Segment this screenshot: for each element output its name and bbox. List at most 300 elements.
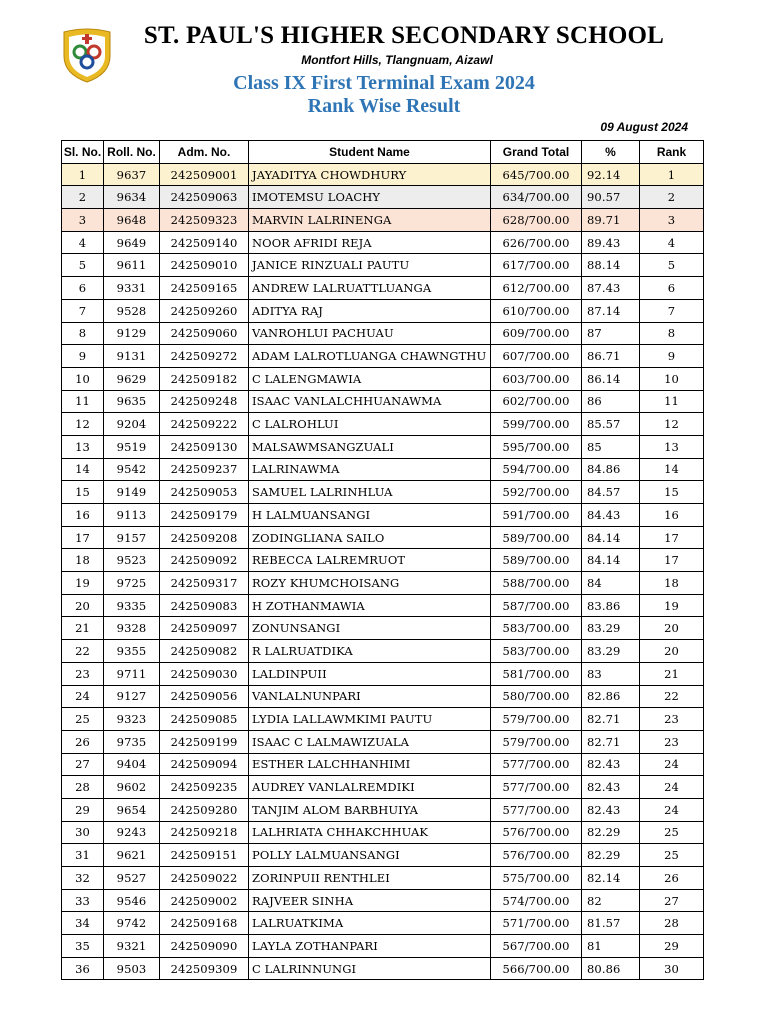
cell-roll-no: 9149 (104, 481, 160, 504)
cell-rank: 27 (640, 889, 704, 912)
cell-sl-no: 5 (62, 254, 104, 277)
cell-roll-no: 9131 (104, 345, 160, 368)
cell-roll-no: 9611 (104, 254, 160, 277)
cell-grand-total: 577/700.00 (491, 798, 582, 821)
cell-percent: 86.14 (582, 367, 640, 390)
cell-grand-total: 580/700.00 (491, 685, 582, 708)
cell-sl-no: 27 (62, 753, 104, 776)
cell-rank: 3 (640, 209, 704, 232)
cell-grand-total: 588/700.00 (491, 572, 582, 595)
cell-percent: 82.71 (582, 730, 640, 753)
cell-grand-total: 603/700.00 (491, 367, 582, 390)
cell-grand-total: 602/700.00 (491, 390, 582, 413)
cell-sl-no: 22 (62, 640, 104, 663)
cell-percent: 89.71 (582, 209, 640, 232)
cell-roll-no: 9711 (104, 662, 160, 685)
cell-sl-no: 14 (62, 458, 104, 481)
cell-rank: 6 (640, 277, 704, 300)
cell-student-name: SAMUEL LALRINHLUA (249, 481, 491, 504)
cell-sl-no: 12 (62, 413, 104, 436)
cell-student-name: C LALRINNUNGI (249, 957, 491, 980)
cell-roll-no: 9528 (104, 299, 160, 322)
school-name: ST. PAUL'S HIGHER SECONDARY SCHOOL (143, 22, 665, 49)
cell-rank: 23 (640, 708, 704, 731)
cell-rank: 10 (640, 367, 704, 390)
cell-sl-no: 35 (62, 935, 104, 958)
cell-rank: 22 (640, 685, 704, 708)
table-row (62, 957, 704, 980)
cell-roll-no: 9355 (104, 640, 160, 663)
cell-percent: 84.14 (582, 549, 640, 572)
cell-percent: 83 (582, 662, 640, 685)
cell-adm-no: 242509030 (160, 662, 249, 685)
table-row (62, 685, 704, 708)
table-row (62, 912, 704, 935)
cell-student-name: C LALROHLUI (249, 413, 491, 436)
cell-student-name: ISAAC VANLALCHHUANAWMA (249, 390, 491, 413)
cell-roll-no: 9654 (104, 798, 160, 821)
cell-sl-no: 23 (62, 662, 104, 685)
cell-student-name: LYDIA LALLAWMKIMI PAUTU (249, 708, 491, 731)
cell-rank: 24 (640, 798, 704, 821)
cell-rank: 18 (640, 572, 704, 595)
cell-student-name: ANDREW LALRUATTLUANGA (249, 277, 491, 300)
cell-adm-no: 242509082 (160, 640, 249, 663)
table-row (62, 526, 704, 549)
cell-rank: 1 (640, 163, 704, 186)
table-row (62, 163, 704, 186)
table-row (62, 753, 704, 776)
cell-rank: 4 (640, 231, 704, 254)
table-header-row (62, 141, 704, 164)
cell-student-name: ZORINPUII RENTHLEI (249, 867, 491, 890)
cell-roll-no: 9735 (104, 730, 160, 753)
table-row (62, 254, 704, 277)
cell-sl-no: 29 (62, 798, 104, 821)
cell-rank: 29 (640, 935, 704, 958)
cell-roll-no: 9323 (104, 708, 160, 731)
cell-grand-total: 577/700.00 (491, 753, 582, 776)
cell-grand-total: 574/700.00 (491, 889, 582, 912)
cell-adm-no: 242509097 (160, 617, 249, 640)
cell-grand-total: 609/700.00 (491, 322, 582, 345)
cell-student-name: ESTHER LALCHHANHIMI (249, 753, 491, 776)
cell-rank: 14 (640, 458, 704, 481)
cell-percent: 83.29 (582, 617, 640, 640)
cell-adm-no: 242509237 (160, 458, 249, 481)
table-row (62, 708, 704, 731)
cell-grand-total: 595/700.00 (491, 435, 582, 458)
cell-adm-no: 242509165 (160, 277, 249, 300)
cell-rank: 30 (640, 957, 704, 980)
cell-roll-no: 9127 (104, 685, 160, 708)
table-row (62, 776, 704, 799)
cell-student-name: VANROHLUI PACHUAU (249, 322, 491, 345)
cell-sl-no: 31 (62, 844, 104, 867)
cell-adm-no: 242509002 (160, 889, 249, 912)
cell-sl-no: 3 (62, 209, 104, 232)
cell-roll-no: 9602 (104, 776, 160, 799)
cell-grand-total: 566/700.00 (491, 957, 582, 980)
cell-percent: 83.86 (582, 594, 640, 617)
cell-percent: 84.43 (582, 504, 640, 527)
cell-grand-total: 571/700.00 (491, 912, 582, 935)
table-row (62, 322, 704, 345)
cell-rank: 25 (640, 844, 704, 867)
cell-grand-total: 628/700.00 (491, 209, 582, 232)
cell-student-name: LALRINAWMA (249, 458, 491, 481)
cell-percent: 82.43 (582, 798, 640, 821)
cell-grand-total: 589/700.00 (491, 549, 582, 572)
cell-adm-no: 242509317 (160, 572, 249, 595)
cell-roll-no: 9629 (104, 367, 160, 390)
cell-sl-no: 1 (62, 163, 104, 186)
table-row (62, 481, 704, 504)
cell-rank: 7 (640, 299, 704, 322)
cell-adm-no: 242509056 (160, 685, 249, 708)
cell-grand-total: 579/700.00 (491, 708, 582, 731)
table-row (62, 844, 704, 867)
cell-student-name: IMOTEMSU LOACHY (249, 186, 491, 209)
cell-sl-no: 6 (62, 277, 104, 300)
cell-percent: 82.86 (582, 685, 640, 708)
cell-adm-no: 242509094 (160, 753, 249, 776)
cell-grand-total: 634/700.00 (491, 186, 582, 209)
table-row (62, 345, 704, 368)
cell-rank: 12 (640, 413, 704, 436)
cell-sl-no: 24 (62, 685, 104, 708)
cell-percent: 87.43 (582, 277, 640, 300)
cell-adm-no: 242509085 (160, 708, 249, 731)
cell-adm-no: 242509083 (160, 594, 249, 617)
cell-percent: 82 (582, 889, 640, 912)
cell-adm-no: 242509260 (160, 299, 249, 322)
cell-roll-no: 9328 (104, 617, 160, 640)
cell-rank: 25 (640, 821, 704, 844)
cell-sl-no: 34 (62, 912, 104, 935)
cell-roll-no: 9635 (104, 390, 160, 413)
cell-adm-no: 242509060 (160, 322, 249, 345)
cell-adm-no: 242509235 (160, 776, 249, 799)
table-row (62, 549, 704, 572)
table-row (62, 231, 704, 254)
table-row (62, 390, 704, 413)
cell-grand-total: 579/700.00 (491, 730, 582, 753)
cell-rank: 24 (640, 753, 704, 776)
cell-sl-no: 25 (62, 708, 104, 731)
cell-percent: 88.14 (582, 254, 640, 277)
cell-adm-no: 242509218 (160, 821, 249, 844)
cell-grand-total: 577/700.00 (491, 776, 582, 799)
cell-adm-no: 242509179 (160, 504, 249, 527)
table-row (62, 435, 704, 458)
cell-adm-no: 242509208 (160, 526, 249, 549)
cell-adm-no: 242509090 (160, 935, 249, 958)
table-row (62, 662, 704, 685)
cell-roll-no: 9621 (104, 844, 160, 867)
cell-student-name: R LALRUATDIKA (249, 640, 491, 663)
cell-adm-no: 242509022 (160, 867, 249, 890)
result-subtitle: Rank Wise Result (307, 95, 461, 117)
col-header-rank: Rank (640, 141, 704, 164)
cell-student-name: C LALENGMAWIA (249, 367, 491, 390)
cell-percent: 87.14 (582, 299, 640, 322)
cell-grand-total: 583/700.00 (491, 640, 582, 663)
cell-adm-no: 242509130 (160, 435, 249, 458)
cell-student-name: H LALMUANSANGI (249, 504, 491, 527)
cell-sl-no: 20 (62, 594, 104, 617)
cell-adm-no: 242509151 (160, 844, 249, 867)
cell-sl-no: 7 (62, 299, 104, 322)
cell-rank: 13 (640, 435, 704, 458)
cell-roll-no: 9157 (104, 526, 160, 549)
cell-adm-no: 242509001 (160, 163, 249, 186)
cell-adm-no: 242509280 (160, 798, 249, 821)
table-row (62, 821, 704, 844)
cell-roll-no: 9648 (104, 209, 160, 232)
cell-roll-no: 9503 (104, 957, 160, 980)
cell-percent: 84.14 (582, 526, 640, 549)
cell-roll-no: 9331 (104, 277, 160, 300)
table-row (62, 798, 704, 821)
cell-grand-total: 645/700.00 (491, 163, 582, 186)
cell-student-name: NOOR AFRIDI REJA (249, 231, 491, 254)
cell-student-name: VANLALNUNPARI (249, 685, 491, 708)
cell-adm-no: 242509323 (160, 209, 249, 232)
cell-percent: 85 (582, 435, 640, 458)
cell-rank: 5 (640, 254, 704, 277)
cell-rank: 15 (640, 481, 704, 504)
cell-rank: 23 (640, 730, 704, 753)
cell-adm-no: 242509309 (160, 957, 249, 980)
table-row (62, 367, 704, 390)
cell-rank: 9 (640, 345, 704, 368)
cell-adm-no: 242509222 (160, 413, 249, 436)
cell-sl-no: 19 (62, 572, 104, 595)
cell-percent: 82.43 (582, 776, 640, 799)
col-header-percent: % (582, 141, 640, 164)
table-row (62, 935, 704, 958)
cell-student-name: ZODINGLIANA SAILO (249, 526, 491, 549)
cell-rank: 11 (640, 390, 704, 413)
cell-grand-total: 626/700.00 (491, 231, 582, 254)
cell-grand-total: 587/700.00 (491, 594, 582, 617)
cell-student-name: JAYADITYA CHOWDHURY (249, 163, 491, 186)
cell-sl-no: 15 (62, 481, 104, 504)
cell-rank: 17 (640, 526, 704, 549)
cell-percent: 87 (582, 322, 640, 345)
cell-percent: 83.29 (582, 640, 640, 663)
cell-roll-no: 9519 (104, 435, 160, 458)
cell-roll-no: 9637 (104, 163, 160, 186)
cell-roll-no: 9523 (104, 549, 160, 572)
cell-grand-total: 594/700.00 (491, 458, 582, 481)
cell-rank: 16 (640, 504, 704, 527)
table-row (62, 617, 704, 640)
table-row (62, 594, 704, 617)
cell-sl-no: 17 (62, 526, 104, 549)
cell-percent: 80.86 (582, 957, 640, 980)
cell-percent: 82.29 (582, 821, 640, 844)
cell-student-name: ZONUNSANGI (249, 617, 491, 640)
cell-roll-no: 9725 (104, 572, 160, 595)
cell-student-name: MARVIN LALRINENGA (249, 209, 491, 232)
cell-percent: 85.57 (582, 413, 640, 436)
cell-student-name: MALSAWMSANGZUALI (249, 435, 491, 458)
cell-roll-no: 9404 (104, 753, 160, 776)
cell-adm-no: 242509182 (160, 367, 249, 390)
cell-grand-total: 589/700.00 (491, 526, 582, 549)
table-row (62, 299, 704, 322)
cell-student-name: REBECCA LALREMRUOT (249, 549, 491, 572)
col-header-sl-no: Sl. No. (62, 141, 104, 164)
cell-sl-no: 10 (62, 367, 104, 390)
cell-sl-no: 8 (62, 322, 104, 345)
cell-adm-no: 242509063 (160, 186, 249, 209)
cell-sl-no: 33 (62, 889, 104, 912)
table-row (62, 277, 704, 300)
cell-percent: 90.57 (582, 186, 640, 209)
table-row (62, 572, 704, 595)
cell-percent: 82.43 (582, 753, 640, 776)
cell-student-name: JANICE RINZUALI PAUTU (249, 254, 491, 277)
cell-grand-total: 612/700.00 (491, 277, 582, 300)
cell-roll-no: 9649 (104, 231, 160, 254)
cell-grand-total: 567/700.00 (491, 935, 582, 958)
cell-student-name: LAYLA ZOTHANPARI (249, 935, 491, 958)
cell-student-name: ROZY KHUMCHOISANG (249, 572, 491, 595)
cell-rank: 28 (640, 912, 704, 935)
cell-student-name: TANJIM ALOM BARBHUIYA (249, 798, 491, 821)
cell-adm-no: 242509140 (160, 231, 249, 254)
table-row (62, 504, 704, 527)
cell-sl-no: 30 (62, 821, 104, 844)
cell-student-name: RAJVEER SINHA (249, 889, 491, 912)
cell-percent: 89.43 (582, 231, 640, 254)
table-row (62, 640, 704, 663)
cell-student-name: ISAAC C LALMAWIZUALA (249, 730, 491, 753)
cell-percent: 81 (582, 935, 640, 958)
cell-rank: 26 (640, 867, 704, 890)
cell-grand-total: 610/700.00 (491, 299, 582, 322)
cell-sl-no: 16 (62, 504, 104, 527)
cell-percent: 81.57 (582, 912, 640, 935)
cell-sl-no: 18 (62, 549, 104, 572)
col-header-roll-no: Roll. No. (104, 141, 160, 164)
cell-student-name: POLLY LALMUANSANGI (249, 844, 491, 867)
cell-student-name: ADITYA RAJ (249, 299, 491, 322)
cell-percent: 86.71 (582, 345, 640, 368)
cell-adm-no: 242509272 (160, 345, 249, 368)
cell-percent: 84.86 (582, 458, 640, 481)
cell-adm-no: 242509248 (160, 390, 249, 413)
cell-roll-no: 9542 (104, 458, 160, 481)
cell-percent: 86 (582, 390, 640, 413)
table-row (62, 186, 704, 209)
cell-student-name: H ZOTHANMAWIA (249, 594, 491, 617)
cell-student-name: LALHRIATA CHHAKCHHUAK (249, 821, 491, 844)
cell-roll-no: 9546 (104, 889, 160, 912)
cell-adm-no: 242509199 (160, 730, 249, 753)
cell-sl-no: 28 (62, 776, 104, 799)
cell-roll-no: 9204 (104, 413, 160, 436)
cell-grand-total: 576/700.00 (491, 821, 582, 844)
cell-roll-no: 9634 (104, 186, 160, 209)
cell-adm-no: 242509092 (160, 549, 249, 572)
cell-grand-total: 599/700.00 (491, 413, 582, 436)
cell-adm-no: 242509168 (160, 912, 249, 935)
cell-sl-no: 9 (62, 345, 104, 368)
cell-percent: 82.29 (582, 844, 640, 867)
cell-grand-total: 576/700.00 (491, 844, 582, 867)
table-row (62, 209, 704, 232)
cell-grand-total: 583/700.00 (491, 617, 582, 640)
cell-sl-no: 4 (62, 231, 104, 254)
cell-roll-no: 9335 (104, 594, 160, 617)
result-date: 09 August 2024 (600, 120, 688, 134)
cell-percent: 84 (582, 572, 640, 595)
cell-rank: 20 (640, 640, 704, 663)
col-header-adm-no: Adm. No. (160, 141, 249, 164)
cell-rank: 24 (640, 776, 704, 799)
cell-roll-no: 9129 (104, 322, 160, 345)
cell-sl-no: 36 (62, 957, 104, 980)
cell-roll-no: 9742 (104, 912, 160, 935)
cell-student-name: LALRUATKIMA (249, 912, 491, 935)
cell-rank: 2 (640, 186, 704, 209)
cell-rank: 19 (640, 594, 704, 617)
exam-title: Class IX First Terminal Exam 2024 (233, 72, 535, 94)
cell-student-name: AUDREY VANLALREMDIKI (249, 776, 491, 799)
table-row (62, 867, 704, 890)
cell-grand-total: 591/700.00 (491, 504, 582, 527)
cell-adm-no: 242509010 (160, 254, 249, 277)
cell-grand-total: 592/700.00 (491, 481, 582, 504)
cell-sl-no: 11 (62, 390, 104, 413)
cell-percent: 82.71 (582, 708, 640, 731)
cell-grand-total: 607/700.00 (491, 345, 582, 368)
col-header-student-name: Student Name (249, 141, 491, 164)
cell-rank: 17 (640, 549, 704, 572)
cell-rank: 20 (640, 617, 704, 640)
cell-rank: 8 (640, 322, 704, 345)
table-row (62, 730, 704, 753)
cell-grand-total: 581/700.00 (491, 662, 582, 685)
cell-sl-no: 21 (62, 617, 104, 640)
cell-sl-no: 32 (62, 867, 104, 890)
cell-percent: 84.57 (582, 481, 640, 504)
table-row (62, 889, 704, 912)
school-address: Montfort Hills, Tlangnuam, Aizawl (301, 53, 493, 67)
cell-roll-no: 9321 (104, 935, 160, 958)
cell-student-name: ADAM LALROTLUANGA CHAWNGTHU (249, 345, 491, 368)
cell-sl-no: 2 (62, 186, 104, 209)
cell-roll-no: 9527 (104, 867, 160, 890)
cell-roll-no: 9113 (104, 504, 160, 527)
cell-adm-no: 242509053 (160, 481, 249, 504)
col-header-grand-total: Grand Total (491, 141, 582, 164)
cell-grand-total: 575/700.00 (491, 867, 582, 890)
cell-percent: 82.14 (582, 867, 640, 890)
cell-sl-no: 13 (62, 435, 104, 458)
rank-table (61, 140, 704, 980)
cell-grand-total: 617/700.00 (491, 254, 582, 277)
cell-roll-no: 9243 (104, 821, 160, 844)
cell-student-name: LALDINPUII (249, 662, 491, 685)
table-row (62, 458, 704, 481)
cell-sl-no: 26 (62, 730, 104, 753)
table-row (62, 413, 704, 436)
